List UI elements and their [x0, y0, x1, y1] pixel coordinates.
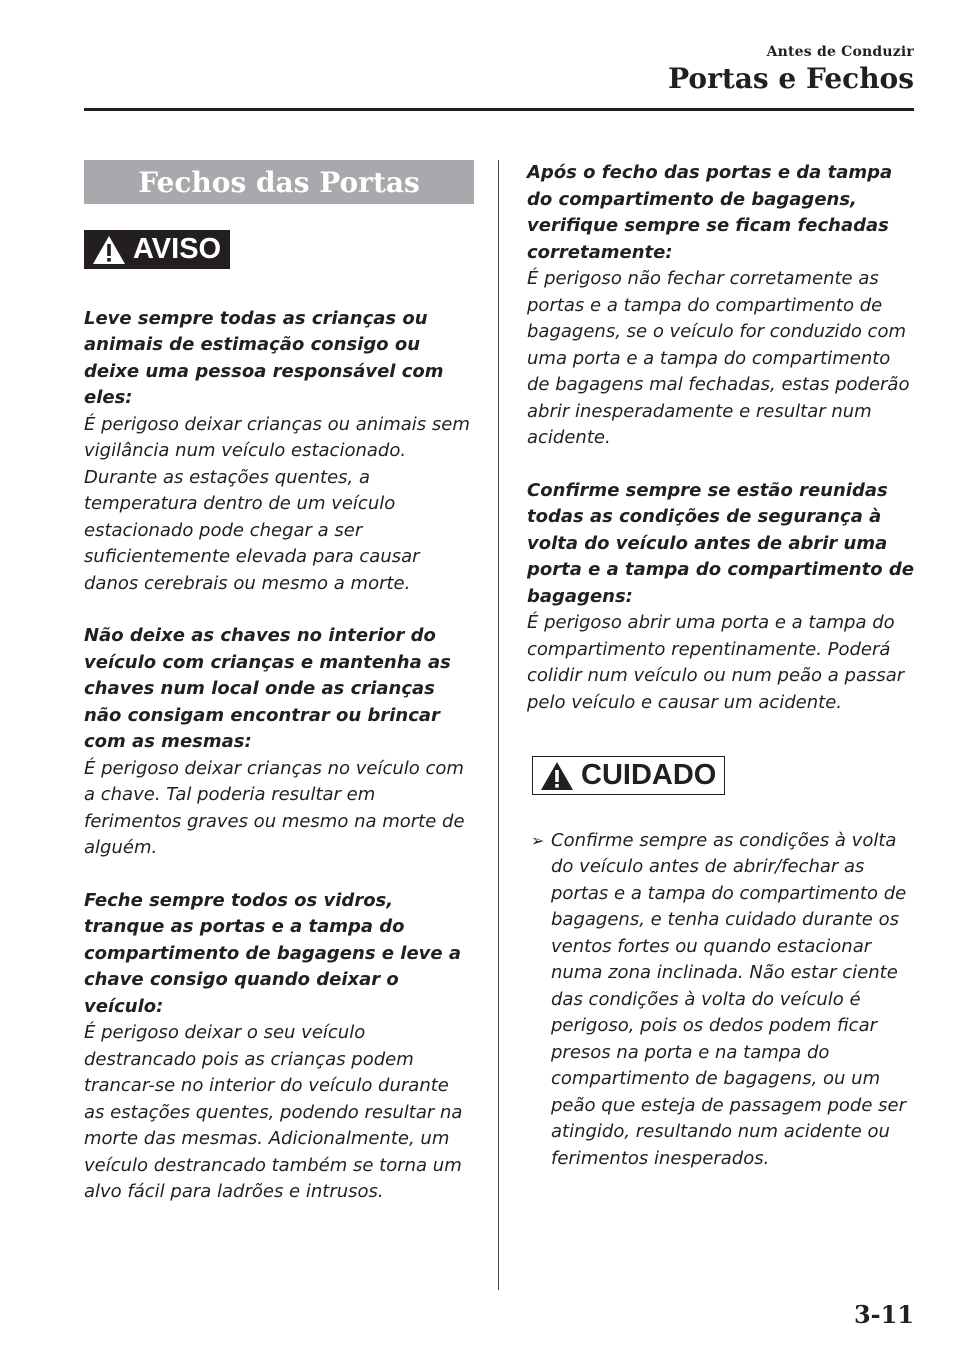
warning-heading: Leve sempre todas as crianças ou animais de estimação consigo ou deixe uma pessoa responsável com eles:	[84, 307, 444, 408]
cuidado-badge	[532, 756, 725, 795]
warning-heading: Confirme sempre se estão reunidas todas as condições de segurança à volta do veículo antes de abrir uma porta e a tampa do compartimento de bagagens:	[527, 479, 914, 607]
caution-bullet	[527, 828, 917, 1173]
section-title: Portas e Fechos	[668, 62, 914, 95]
page-title: Fechos das Portas	[84, 160, 474, 204]
warning-body: É perigoso abrir uma porta e a tampa do compartimento repentinamente. Poderá colidir num veículo ou num peão a passar pelo veículo e causar um acidente.	[527, 612, 905, 713]
column-divider	[498, 160, 499, 1290]
warning-block	[527, 160, 917, 452]
aviso-label: AVISO	[133, 233, 222, 265]
warning-triangle-icon	[539, 760, 575, 792]
left-column	[84, 160, 474, 1206]
warning-heading: Não deixe as chaves no interior do veículo com crianças e mantenha as chaves num local onde as crianças não consigam encontrar ou brincar com as mesmas:	[84, 625, 451, 752]
header-rule	[84, 108, 914, 111]
warning-heading: Após o fecho das portas e da tampa do compartimento de bagagens, verifique sempre se ficam fechadas corretamente:	[527, 162, 893, 263]
warning-body: É perigoso deixar crianças ou animais sem vigilância num veículo estacionado. Durante as estações quentes, a temperatura dentro de um veículo estacionado pode chegar a ser suficientemente elevada para causar danos cerebrais ou mesmo a morte.	[84, 413, 470, 594]
warning-block	[84, 888, 474, 1206]
chapter-title: Antes de Conduzir	[766, 44, 914, 60]
caution-text: Confirme sempre as condições à volta do veículo antes de abrir/fechar as portas e a tampa do compartimento de bagagens, e tenha cuidado durante os ventos fortes ou quando estacionar numa zona inclinada. Não estar ciente das condições à volta do veículo é perigoso, pois os dedos podem ficar presos na porta e na tampa do compartimento de bagagens, ou um peão que esteja de passagem pode ser atingido, resultando num acidente ou ferimentos inesperados.	[551, 829, 907, 1169]
page-number: 3-11	[853, 1300, 914, 1329]
warning-heading: Feche sempre todos os vidros, tranque as portas e a tampa do compartimento de bagagens e leve a chave consigo quando deixar o veículo:	[84, 889, 462, 1017]
warning-block	[84, 623, 474, 862]
warning-block	[84, 306, 474, 598]
warning-body: É perigoso deixar crianças no veículo com a chave. Tal poderia resultar em ferimentos graves ou mesmo na morte de alguém.	[84, 757, 465, 858]
warning-body: É perigoso não fechar corretamente as portas e a tampa do compartimento de bagagens, se o veículo for conduzido com uma porta e a tampa do compartimento de bagagens mal fechadas, estas poderão abrir inesperadamente e resultar num acidente.	[527, 268, 910, 448]
warning-body: É perigoso deixar o seu veículo destrancado pois as crianças podem trancar-se no interior do veículo durante as estações quentes, podendo resultar na morte das mesmas. Adicionalmente, um veículo destrancado também se torna um alvo fácil para ladrões e intrusos.	[84, 1022, 463, 1202]
cuidado-label: CUIDADO	[581, 759, 717, 791]
warning-triangle-icon	[91, 234, 127, 266]
right-column	[527, 160, 917, 1172]
warning-block	[527, 478, 917, 717]
arrow-bullet-icon: ➢	[531, 830, 545, 850]
aviso-badge	[84, 230, 230, 269]
